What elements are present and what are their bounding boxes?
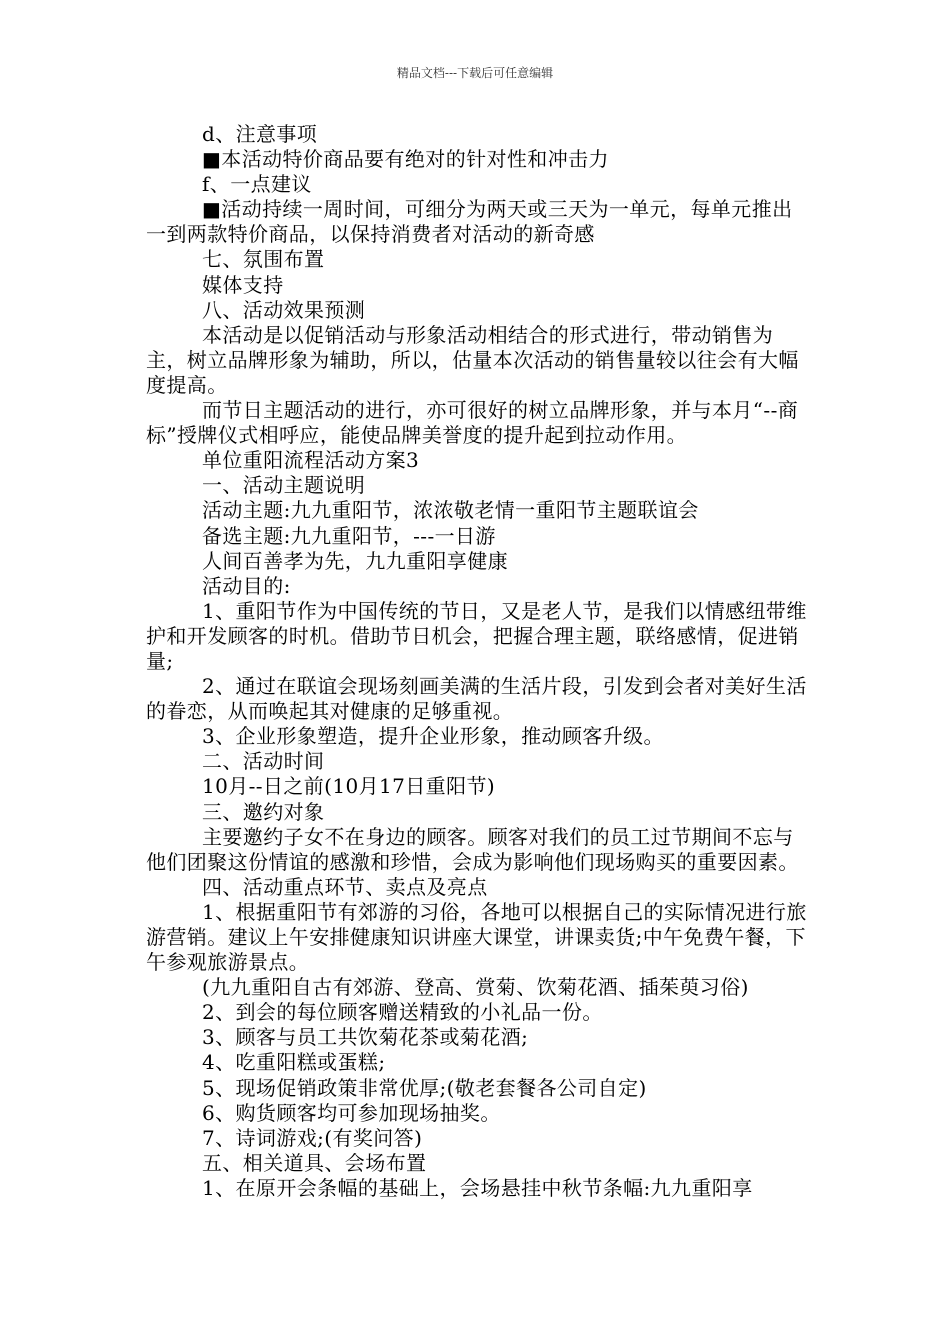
paragraph: 1、重阳节作为中国传统的节日，又是老人节，是我们以情感纽带维护和开发顾客的时机。借助节日机会，把握合理主题，联络感情，促进销量;	[146, 598, 807, 673]
paragraph: 5、现场促销政策非常优厚;(敬老套餐各公司自定)	[202, 1075, 647, 1100]
paragraph: 五、相关道具、会场布置	[202, 1150, 427, 1175]
page-header: 精品文档---下载后可任意编辑	[396, 66, 554, 80]
paragraph: 3、企业形象塑造，提升企业形象，推动顾客升级。	[202, 724, 664, 749]
paragraph: 4、吃重阳糕或蛋糕;	[202, 1050, 386, 1075]
paragraph: 活动目的:	[202, 573, 291, 598]
paragraph: 活动主题:九九重阳节，浓浓敬老情一重阳节主题联谊会	[202, 498, 699, 523]
paragraph: ■活动持续一周时间，可细分为两天或三天为一单元，每单元推出一到两款特价商品，以保持消费者对活动的新奇感	[146, 197, 793, 247]
paragraph: 而节日主题活动的进行，亦可很好的树立品牌形象，并与本月“--商标”授牌仪式相呼应，能使品牌美誉度的提升起到拉动作用。	[146, 398, 799, 448]
paragraph: f、一点建议	[202, 172, 312, 197]
paragraph: 人间百善孝为先，九九重阳享健康	[202, 548, 508, 573]
paragraph: 本活动是以促销活动与形象活动相结合的形式进行，带动销售为主，树立品牌形象为辅助，所以，估量本次活动的销售量较以往会有大幅度提高。	[146, 322, 799, 397]
paragraph: 备选主题:九九重阳节，---一日游	[202, 523, 496, 548]
paragraph: ■本活动特价商品要有绝对的针对性和冲击力	[202, 147, 609, 172]
paragraph: (九九重阳自古有郊游、登高、赏菊、饮菊花酒、插茱萸习俗)	[202, 975, 749, 1000]
paragraph: 七、氛围布置	[202, 247, 325, 272]
document-body	[146, 122, 812, 1201]
paragraph: 一、活动主题说明	[202, 473, 366, 498]
paragraph: 2、到会的每位顾客赠送精致的小礼品一份。	[202, 1000, 603, 1025]
paragraph: 3、顾客与员工共饮菊花茶或菊花酒;	[202, 1025, 529, 1050]
paragraph: 主要邀约子女不在身边的顾客。顾客对我们的员工过节期间不忘与他们团聚这份情谊的感激和珍惜，会成为影响他们现场购买的重要因素。	[146, 824, 799, 874]
paragraph: 二、活动时间	[202, 749, 325, 774]
paragraph: 6、购货顾客均可参加现场抽奖。	[202, 1100, 501, 1125]
paragraph: 1、根据重阳节有郊游的习俗，各地可以根据自己的实际情况进行旅游营销。建议上午安排健康知识讲座大课堂，讲课卖货;中午免费午餐，下午参观旅游景点。	[146, 899, 807, 975]
paragraph: 三、邀约对象	[202, 799, 325, 824]
paragraph: 八、活动效果预测	[202, 297, 366, 322]
paragraph: 2、通过在联谊会现场刻画美满的生活片段，引发到会者对美好生活的眷恋，从而唤起其对健康的足够重视。	[146, 674, 807, 724]
paragraph: 1、在原开会条幅的基础上，会场悬挂中秋节条幅:九九重阳享	[202, 1175, 753, 1200]
paragraph: 7、诗词游戏;(有奖问答)	[202, 1125, 423, 1150]
paragraph: 10月--日之前(10月17日重阳节)	[202, 774, 496, 799]
paragraph: 四、活动重点环节、卖点及亮点	[202, 874, 488, 899]
paragraph: 单位重阳流程活动方案3	[202, 448, 420, 473]
paragraph: d、注意事项	[202, 122, 318, 146]
paragraph: 媒体支持	[202, 272, 284, 297]
